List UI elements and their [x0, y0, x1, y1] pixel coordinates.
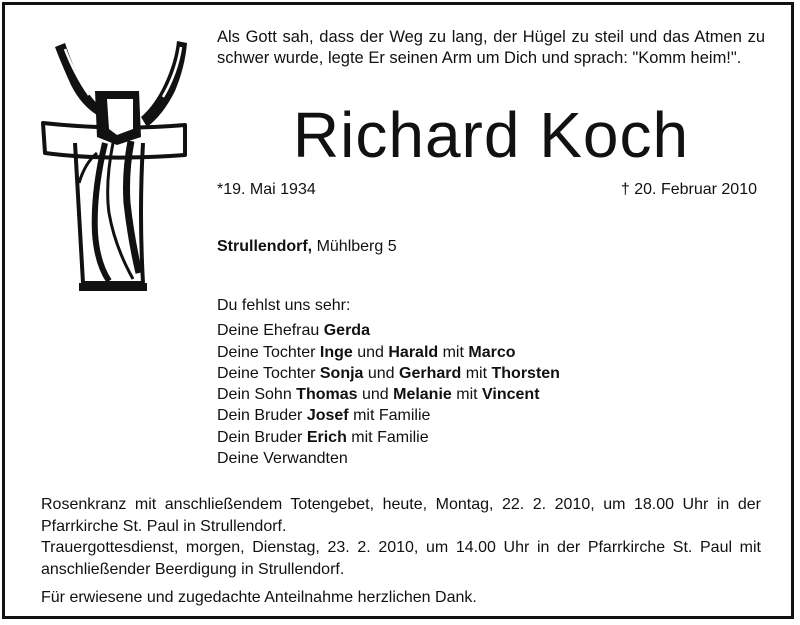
- mourner-line: [217, 405, 560, 426]
- mourner-relation: mit Familie: [346, 428, 429, 446]
- mourners-list: [217, 295, 560, 469]
- service-notice: [41, 494, 761, 609]
- mourner-relation: und: [352, 343, 389, 361]
- mourner-relation: und: [357, 386, 394, 404]
- mourner-relation: Dein Bruder: [217, 407, 307, 425]
- mourner-relation: Deine Verwandten: [217, 450, 348, 468]
- mourner-name: Melanie: [393, 386, 452, 404]
- mourner-name: Vincent: [482, 386, 540, 404]
- death-date: † 20. Februar 2010: [620, 181, 757, 198]
- mourner-name: Gerhard: [399, 364, 462, 382]
- mourner-line: [217, 342, 560, 363]
- birth-date: *19. Mai 1934: [217, 181, 316, 198]
- rosary-notice: Rosenkranz mit anschließendem Totengebet, heute, Montag, 22. 2. 2010, um 18.00 Uhr in der Pfarrkirche St. Paul in Strullendorf.: [41, 496, 761, 535]
- thanks-text: Für erwiesene und zugedachte Anteilnahme herzlichen Dank.: [41, 589, 477, 606]
- obituary-notice: [2, 2, 794, 619]
- mourner-name: Thorsten: [491, 364, 560, 382]
- mourner-line: [217, 363, 560, 384]
- mourner-relation: Dein Sohn: [217, 386, 297, 404]
- mourner-relation: mit: [438, 343, 469, 361]
- mourner-name: Harald: [388, 343, 439, 361]
- verse-text: Als Gott sah, dass der Weg zu lang, der Hügel zu steil und das Atmen zu schwer wurde, legte Er seinen Arm um Dich und sprach: "Komm heim!".: [217, 28, 765, 67]
- mourner-name: Josef: [306, 407, 349, 425]
- mourner-name: Inge: [319, 343, 353, 361]
- deceased-name: Richard Koch: [292, 99, 690, 171]
- mourner-name: Thomas: [296, 386, 358, 404]
- mourner-lines: [217, 320, 560, 469]
- mourner-relation: mit: [451, 386, 483, 404]
- mourner-name: Gerda: [323, 322, 370, 340]
- mourner-relation: und: [363, 364, 400, 382]
- mourner-line: [217, 320, 560, 341]
- mourner-relation: Deine Tochter: [217, 343, 320, 361]
- mourners-intro: Du fehlst uns sehr:: [217, 297, 351, 314]
- mourner-name: Erich: [306, 428, 347, 446]
- mourner-name: Sonja: [319, 364, 364, 382]
- mourner-line: [217, 427, 560, 448]
- mourner-line: [217, 384, 560, 405]
- mourner-line: [217, 448, 560, 469]
- mourner-name: Marco: [468, 343, 516, 361]
- life-dates: [217, 180, 757, 200]
- address: [217, 237, 397, 257]
- mourner-relation: Deine Ehefrau: [217, 322, 324, 340]
- mourner-relation: mit: [461, 364, 492, 382]
- mourner-relation: Deine Tochter: [217, 364, 320, 382]
- mourner-relation: Dein Bruder: [217, 428, 307, 446]
- address-town: Strullendorf,: [217, 238, 313, 255]
- address-street: Mühlberg 5: [316, 238, 397, 255]
- mourner-relation: mit Familie: [348, 407, 431, 425]
- crucifix-icon: [35, 33, 195, 295]
- funeral-notice: Trauergottesdienst, morgen, Dienstag, 23. 2. 2010, um 14.00 Uhr in der Pfarrkirche St. Paul mit anschließender Beerdigung in Strullendorf.: [41, 539, 761, 578]
